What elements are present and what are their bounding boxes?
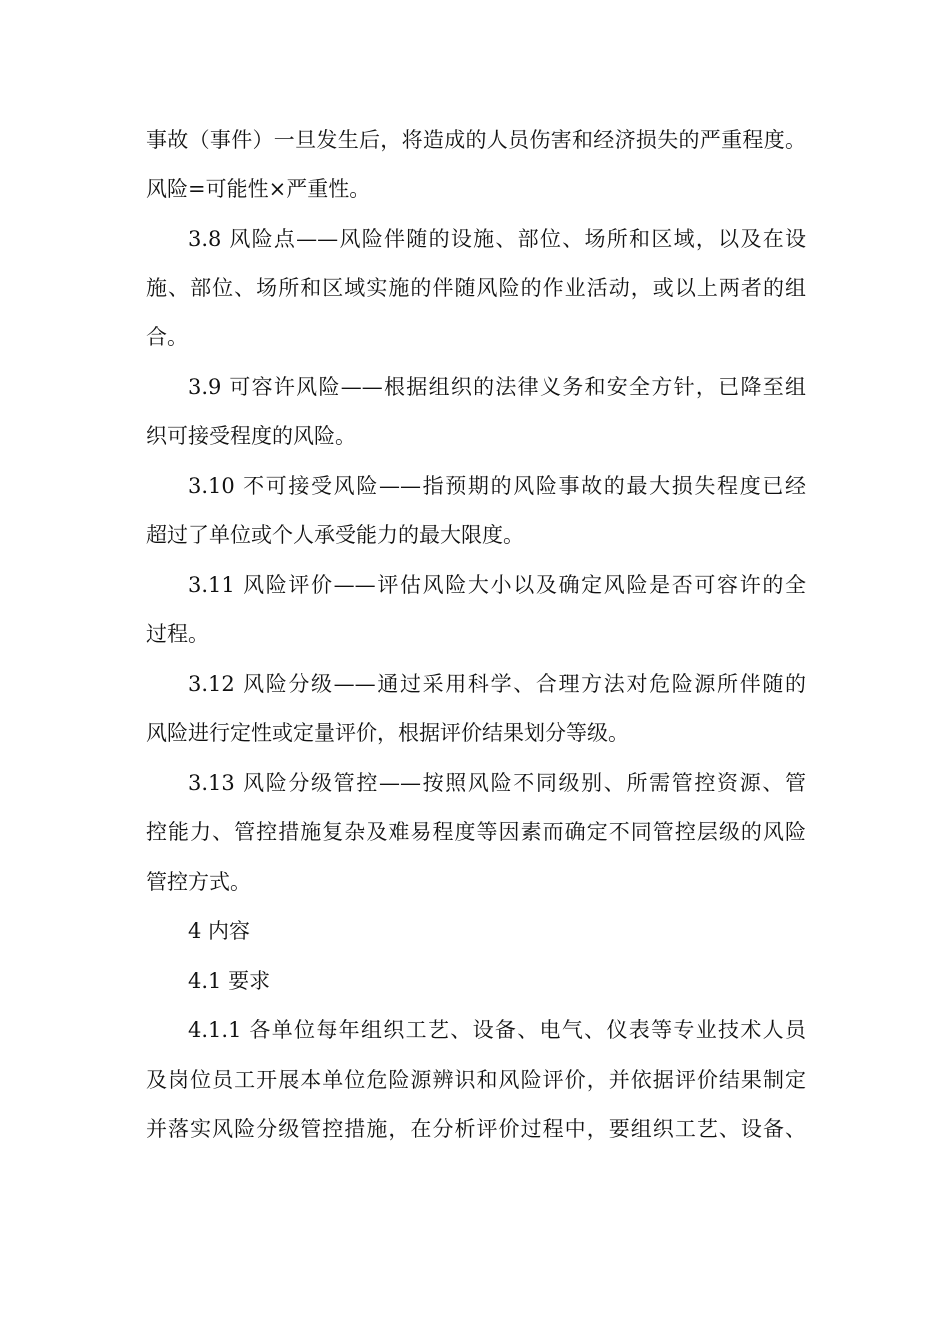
text-line: 3.10 不可接受风险——指预期的风险事故的最大损失程度已经 — [188, 474, 806, 498]
text-line: 3.8 风险点——风险伴随的设施、部位、场所和区域，以及在设 — [188, 227, 806, 251]
text-line: 3.11 风险评价——评估风险大小以及确定风险是否可容许的全 — [188, 573, 806, 597]
section-heading: 4 内容 — [188, 919, 251, 943]
text-line: 事故（事件）一旦发生后，将造成的人员伤害和经济损失的严重程度。 — [146, 128, 806, 152]
text-line: 织可接受程度的风险。 — [146, 424, 356, 448]
text-line: 4.1.1 各单位每年组织工艺、设备、电气、仪表等专业技术人员 — [188, 1018, 806, 1042]
text-line: 及岗位员工开展本单位危险源辨识和风险评价，并依据评价结果制定 — [146, 1068, 806, 1092]
text-line: 3.12 风险分级——通过采用科学、合理方法对危险源所伴随的 — [188, 672, 806, 696]
text-line: 超过了单位或个人承受能力的最大限度。 — [146, 523, 524, 547]
text-line: 合。 — [146, 325, 188, 349]
text-line: 施、部位、场所和区域实施的伴随风险的作业活动，或以上两者的组 — [146, 276, 806, 300]
text-line: 风险=可能性×严重性。 — [146, 177, 371, 201]
subsection-heading: 4.1 要求 — [188, 969, 271, 993]
text-line: 风险进行定性或定量评价，根据评价结果划分等级。 — [146, 721, 629, 745]
text-line: 3.9 可容许风险——根据组织的法律义务和安全方针，已降至组 — [188, 375, 806, 399]
text-line: 控能力、管控措施复杂及难易程度等因素而确定不同管控层级的风险 — [146, 820, 806, 844]
text-line: 3.13 风险分级管控——按照风险不同级别、所需管控资源、管 — [188, 771, 806, 795]
text-line: 并落实风险分级管控措施，在分析评价过程中，要组织工艺、设备、 — [146, 1117, 806, 1141]
text-line: 过程。 — [146, 622, 209, 646]
text-line: 管控方式。 — [146, 870, 251, 894]
